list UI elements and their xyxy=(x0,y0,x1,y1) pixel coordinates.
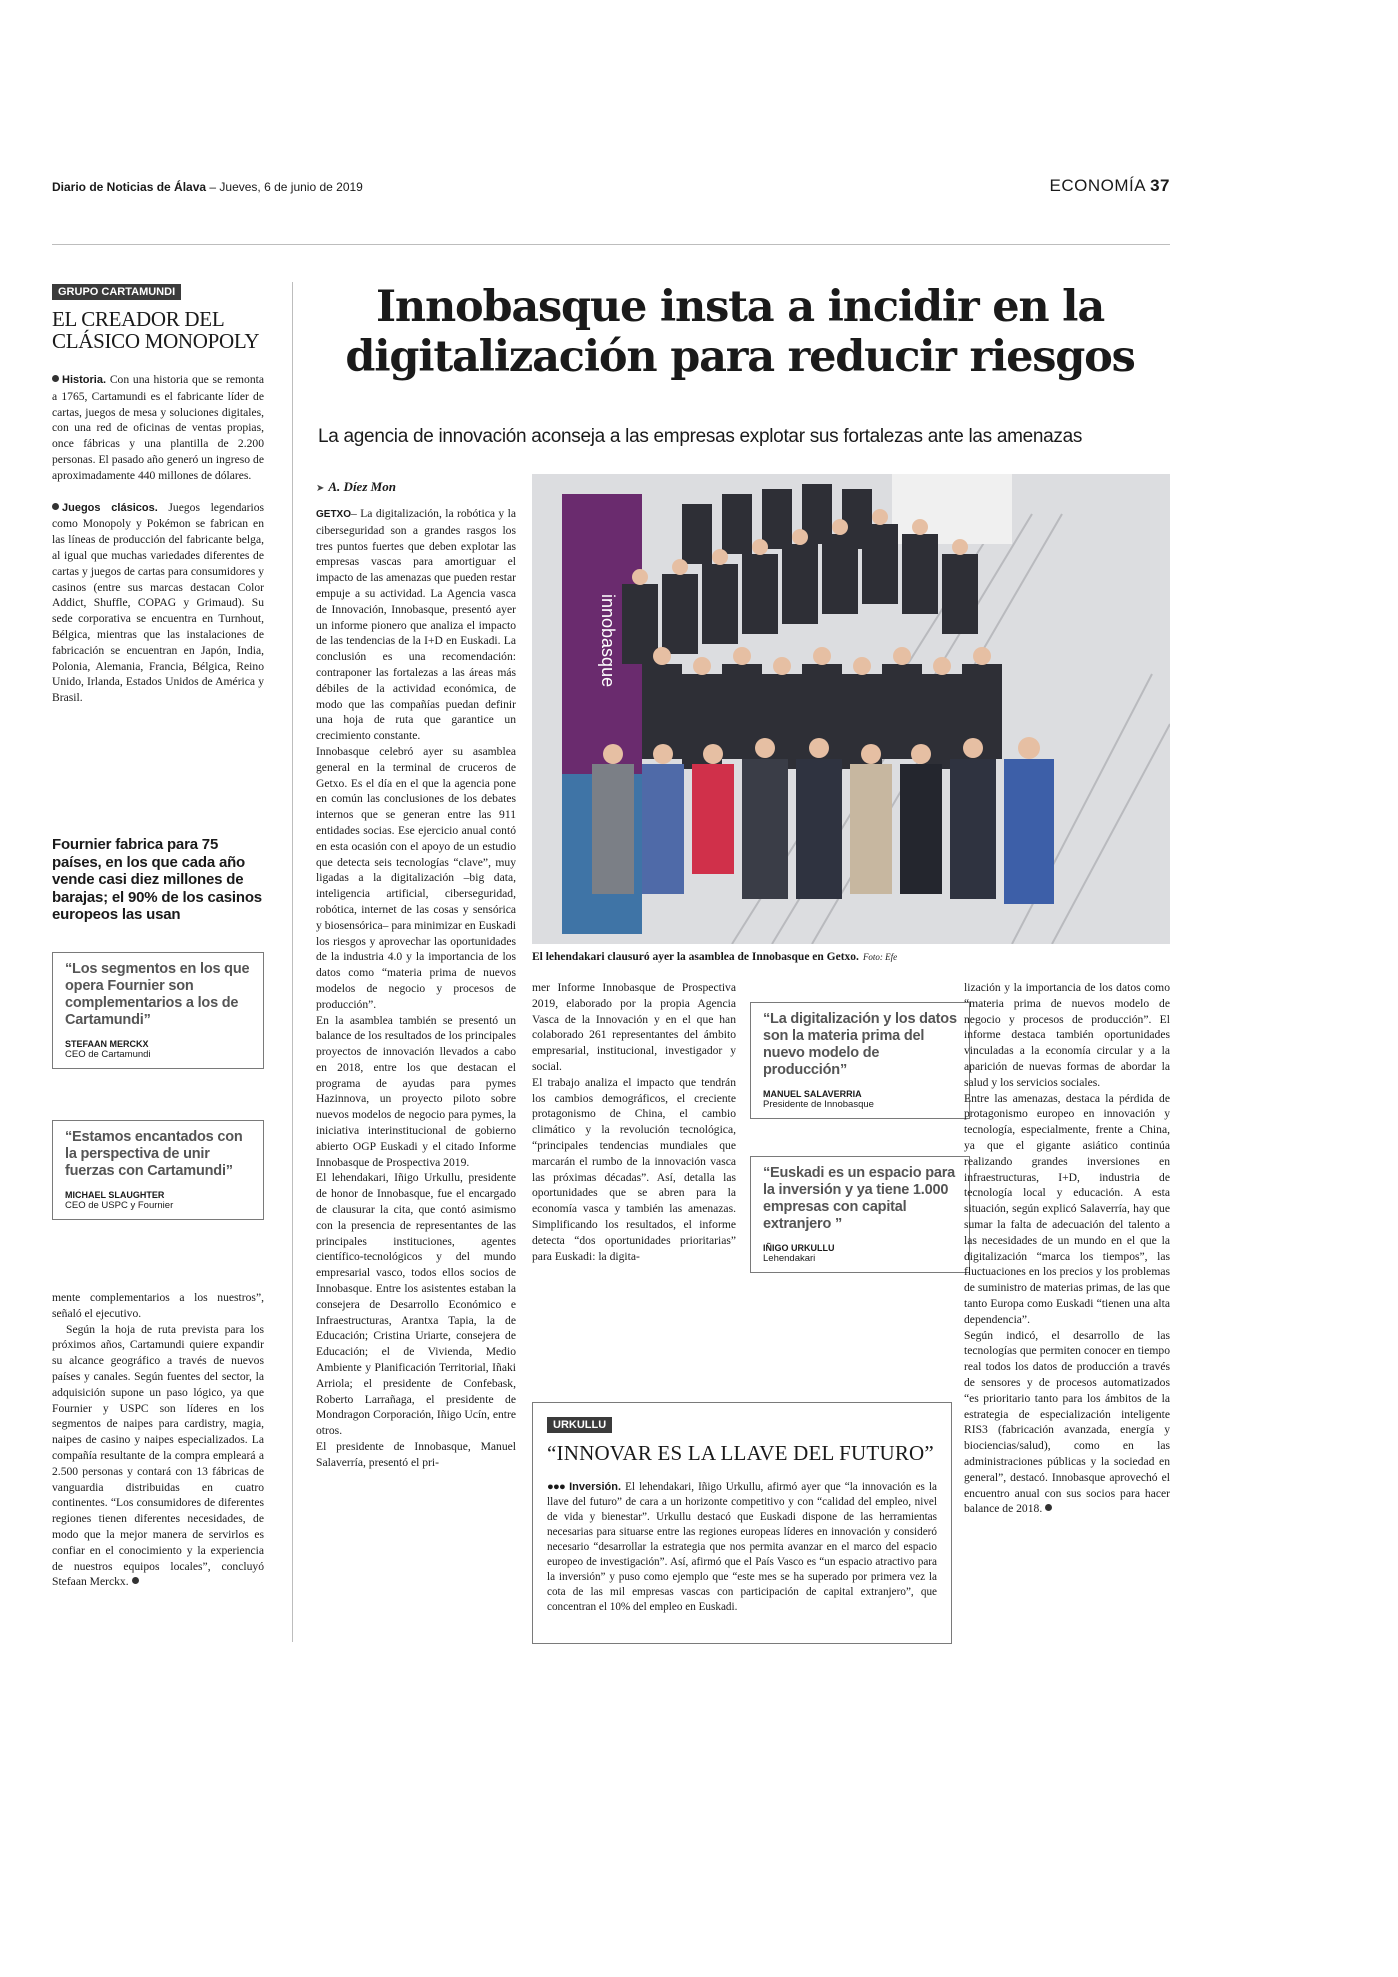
column-3-text xyxy=(964,980,1170,1517)
column-1-text xyxy=(316,506,516,1471)
section-header xyxy=(1050,176,1170,196)
col1-body: – La digitalización, la robótica y la ciberseguridad son a grandes rasgos los tres puntos fuertes que deben explotar las empresas vascas para amortiguar el impacto de las amenazas que pueden restar empuje a su actividad. La Agencia vasca de Innovación, Innobasque, presentó ayer un informe pionero que analiza el impacto de las tendencias de la I+D en Euskadi. La conclusión es una recomendación: contraponer las fortalezas a las áreas más débiles de la actividad económica, de modo que las compañías puedan definir una hoja de ruta que garantice un crecimiento constante. Innobasque celebró ayer su asamblea general en la terminal de cruceros de Getxo. Es el día en el que la agencia pone en común las conclusiones de los debates internos que se generan entre las 911 entidades socias. Ese ejercicio anual contó en esta ocasión con el apoyo de un estudio que detecta seis tecnologías “clave”, muy ligadas a la digitalización –big data, inteligencia artificial, ciberseguridad, robótica, internet de las cosas y sensórica y biosensórica– para minimizar en Euskadi los riesgos y aprovechar las oportunidades de la industria 4.0 y la importancia de los datos como “materia prima de nuevos modelos de negocio y procesos de producción”. En la asamblea también se presentó un balance de los resultados de los principales proyectos de innovación llevados a cabo en 2018, entre los que destacan el programa de ayudas para pymes Hazinnova, un proyecto piloto sobre nuevos modelos de negocio para pymes, la iniciativa interinstitucional de gobierno abierto OGP Euskadi y el citado Informe Innobasque de Prospectiva 2019. El lehendakari, Iñigo Urkullu, presidente de honor de Innobasque, fue el encargado de clausurar la cita, que contó asimismo con la presencia de representantes de las principales instituciones, agentes científico-tecnológicos y del mundo empresarial vasco, todos ellos socios de Innobasque. Entre los asistentes estaban la consejera de Desarrollo Económico e Infraestructuras, Arantxa Tapia, la de Educación; Cristina Uriarte, consejera de Educación; el de Vivienda, Medio Ambiente y Planificación Territorial, Iñaki Arriola; el presidente de Confebask, Roberto Larrañaga, el presidente de Mondragon Corporación, Iñigo Ucín, entre otros. El presidente de Innobasque, Manuel Salaverría, presentó el pri- xyxy=(316,507,516,1469)
quote-role: Presidente de Innobasque xyxy=(763,1099,874,1110)
quote-text: “Euskadi es un espacio para la inversión y ya tiene 1.000 empresas con capital extranjero ” xyxy=(763,1165,956,1232)
page-number: 37 xyxy=(1150,176,1170,195)
group-photo-illustration xyxy=(532,474,1170,944)
end-bullet-icon xyxy=(1045,1504,1052,1511)
caption-text: El lehendakari clausuró ayer la asamblea de Innobasque en Getxo. xyxy=(532,951,859,963)
triple-bullet-icon: ●●● xyxy=(547,1481,566,1493)
bullet-icon xyxy=(52,375,59,382)
article-headline: Innobasque insta a incidir en la digitalización para reducir riesgos xyxy=(345,282,1135,382)
quote-text: “Estamos encantados con la perspectiva de unir fuerzas con Cartamundi” xyxy=(65,1129,243,1179)
article-photo xyxy=(532,474,1170,944)
header-rule xyxy=(52,244,1170,245)
urkullu-body xyxy=(547,1480,937,1615)
classics-label: Juegos clásicos. xyxy=(62,501,158,514)
sidebar-standout: Fournier fabrica para 75 países, en los que cada año vende casi diez millones de barajas; el 90% de los casinos europeos las usan xyxy=(52,836,262,923)
byline-arrow-icon: ➤ xyxy=(316,483,325,494)
masthead-paper-date xyxy=(52,180,363,194)
sidebar-bottom xyxy=(52,1290,264,1590)
quote-role: CEO de Cartamundi xyxy=(65,1049,151,1060)
quote-role: CEO de USPC y Fournier xyxy=(65,1200,174,1211)
history-label: Historia. xyxy=(62,374,107,386)
quote-author: MICHAEL SLAUGHTER xyxy=(65,1190,165,1200)
quote-text: “La digitalización y los datos son la materia prima del nuevo modelo de producción” xyxy=(763,1011,957,1078)
bullet-icon xyxy=(52,503,59,510)
byline xyxy=(316,478,516,496)
quote-role: Lehendakari xyxy=(763,1253,816,1264)
issue-date: – Jueves, 6 de junio de 2019 xyxy=(209,180,363,194)
history-text: Con una historia que se remonta a 1765, Cartamundi es el fabricante líder de cartas, juegos de mesa y soluciones digitales, con una red de oficinas de ventas propias, once fábricas y una plantilla de 2.200 personas. El pasado año generó un ingreso de aproximadamente 440 millones de dólares. xyxy=(52,373,264,482)
quote-salaverria xyxy=(750,1002,970,1119)
sidebar-continued: mente complementarios a los nuestros”, señaló el ejecutivo. xyxy=(52,1291,264,1320)
article-column-2 xyxy=(532,980,736,1390)
quote-text: “Los segmentos en los que opera Fournier son complementarios a los de Cartamundi” xyxy=(65,961,250,1028)
article-subhead: La agencia de innovación aconseja a las empresas explotar sus fortalezas ante las amenazas xyxy=(318,426,1083,447)
para2-text: Según la hoja de ruta prevista para los próximos años, Cartamundi quiere expandir su alcance geográfico a través de nuevos países y canales. Según fuentes del sector, la adquisición supone un paso lógico, ya que Fournier y USPC son líderes en los segmentos de naipes para cardistry, magia, naipes de casino y naipes especializados. La compañía resultante de la compra empleará a 2.500 personas y contará con 13 fábricas de vanguardia distribuidas en cuatro continentes. “Los consumidores de diferentes regiones tienen diferentes necesidades, de modo que la mejor manera de servirlos es confiar en el conocimiento y la experiencia de nuestros equipos locales”, concluyó Stefaan Merckx. xyxy=(52,1322,264,1589)
quote-urkullu xyxy=(750,1156,970,1273)
urkullu-kicker: URKULLU xyxy=(547,1417,612,1433)
quote-author: MANUEL SALAVERRIA xyxy=(763,1089,862,1099)
photo-logo: innobasque xyxy=(598,594,618,688)
sidebar-kicker: GRUPO CARTAMUNDI xyxy=(52,284,181,300)
urkullu-title: “INNOVAR ES LA LLAVE DEL FUTURO” xyxy=(547,1441,934,1465)
article-column-3 xyxy=(964,980,1170,1660)
article-column-1 xyxy=(316,506,516,1646)
urkullu-box xyxy=(532,1402,952,1644)
quote-author: STEFAAN MERCKX xyxy=(65,1039,149,1049)
urkullu-text: El lehendakari, Iñigo Urkullu, afirmó ayer que “la innovación es la llave del futuro” de cara a un horizonte competitivo y con “calidad del empleo, nivel de vida y bienestar”. Urkullu destacó que Euskadi dispone de las herramientas necesarias para situarse entre las regiones europeas líderes en innovación y consideró necesario “desarrollar la estrategia que nos permita avanzar en el marco del espacio europeo de investigación”. Así, afirmó que el País Vasco es “un espacio atractivo para la inversión” y puso como ejemplo que “este mes se ha superado por primera vez la cota de las mil empresas vascas con participación de capital extranjero”, que concentran el 10% del empleo en Euskadi. xyxy=(547,1481,938,1613)
urkullu-label: Inversión. xyxy=(569,1481,622,1493)
col3-body: lización y la importancia de los datos como “materia prima de nuevos modelo de negocio y procesos de producción”. El informe destaca también oportunidades vinculadas a la economía circular y a la aparición de nuevas formas de abordar la salud y los servicios sociales. Entre las amenazas, destaca la pérdida de protagonismo europeo en innovación y tecnología, especialmente, frente a China, ya que el gigante asiático continúa realizando grandes inversiones en infraestructuras, I+D, industria de tecnología local y educación. A esta situación, según explicó Salaverría, hay que sumar la falta de adecuación del talento a las necesidades de un mundo en el que la digitalización “marca los tiempos”, las fluctuaciones en los precios y los problemas de suministro de materias primas, de las que tanto Europa como Euskadi “tienen una alta dependencia”. Según indicó, el desarrollo de las tecnologías que permiten conocer en tiempo real todos los datos de producción a través de sensores y de procesos automatizados “es prioritario tanto para los ámbitos de la estrategia de especialización inteligente RIS3 (fabricación avanzada, energía y biociencias/salud), como en las administraciones públicas y la sociedad en general”, destacó. Innobasque aprovechó el encuentro anual con sus socios para hacer balance de 2018. xyxy=(964,981,1170,1516)
sidebar-top xyxy=(52,282,264,706)
urkullu-inner xyxy=(533,1403,951,1627)
byline-author: A. Díez Mon xyxy=(328,479,396,494)
caption-credit: Foto: Efe xyxy=(862,952,898,962)
sidebar-history xyxy=(52,372,264,484)
sidebar-title: EL CREADOR DEL CLÁSICO MONOPOLY xyxy=(52,307,260,353)
sidebar-quote-merckx xyxy=(52,952,264,1069)
paper-name: Diario de Noticias de Álava xyxy=(52,180,207,194)
sidebar-para2 xyxy=(52,1322,264,1591)
sidebar-quote-slaughter xyxy=(52,1120,264,1220)
dateline: GETXO xyxy=(316,509,352,520)
column-divider xyxy=(292,282,293,1642)
section-name: ECONOMÍA xyxy=(1049,176,1147,195)
end-bullet-icon xyxy=(132,1577,139,1584)
sidebar-classics xyxy=(52,500,264,706)
classics-text: Juegos legendarios como Monopoly y Pokémon se fabrican en las líneas de producción del fabricante belga, al igual que muchas variedades diferentes de cartas y juegos de cartas para consumidores y casinos (entre sus marcas destacan Color Addict, Shuffle, COPAG y Grimaud). Su sede corporativa se encuentra en Turnhout, Bélgica, mientras que las instalaciones de fabricación se encuentran en Japón, India, Polonia, Alemania, Francia, Bélgica, Reino Unido, Irlanda, Estados Unidos de América y Brasil. xyxy=(52,500,265,705)
col2-body: mer Informe Innobasque de Prospectiva 2019, elaborado por la propia Agencia Vasca de la Innovación y en el que han colaborado 261 representantes del ámbito empresarial, institucional, investigador y social. El trabajo analiza el impacto que tendrán los cambios demográficos, el creciente protagonismo de China, el cambio climático y la revolución tecnológica, “principales tendencias mundiales que marcarán el rumbo de la innovación vasca las próximas décadas”. Así, detalla las oportunidades que se abren para la economía vasca y también las amenazas. Simplificando los resultados, el informe detecta “dos oportunidades prioritarias” para Euskadi: la digita- xyxy=(532,981,736,1263)
photo-caption xyxy=(532,951,897,963)
quote-author: IÑIGO URKULLU xyxy=(763,1243,835,1253)
